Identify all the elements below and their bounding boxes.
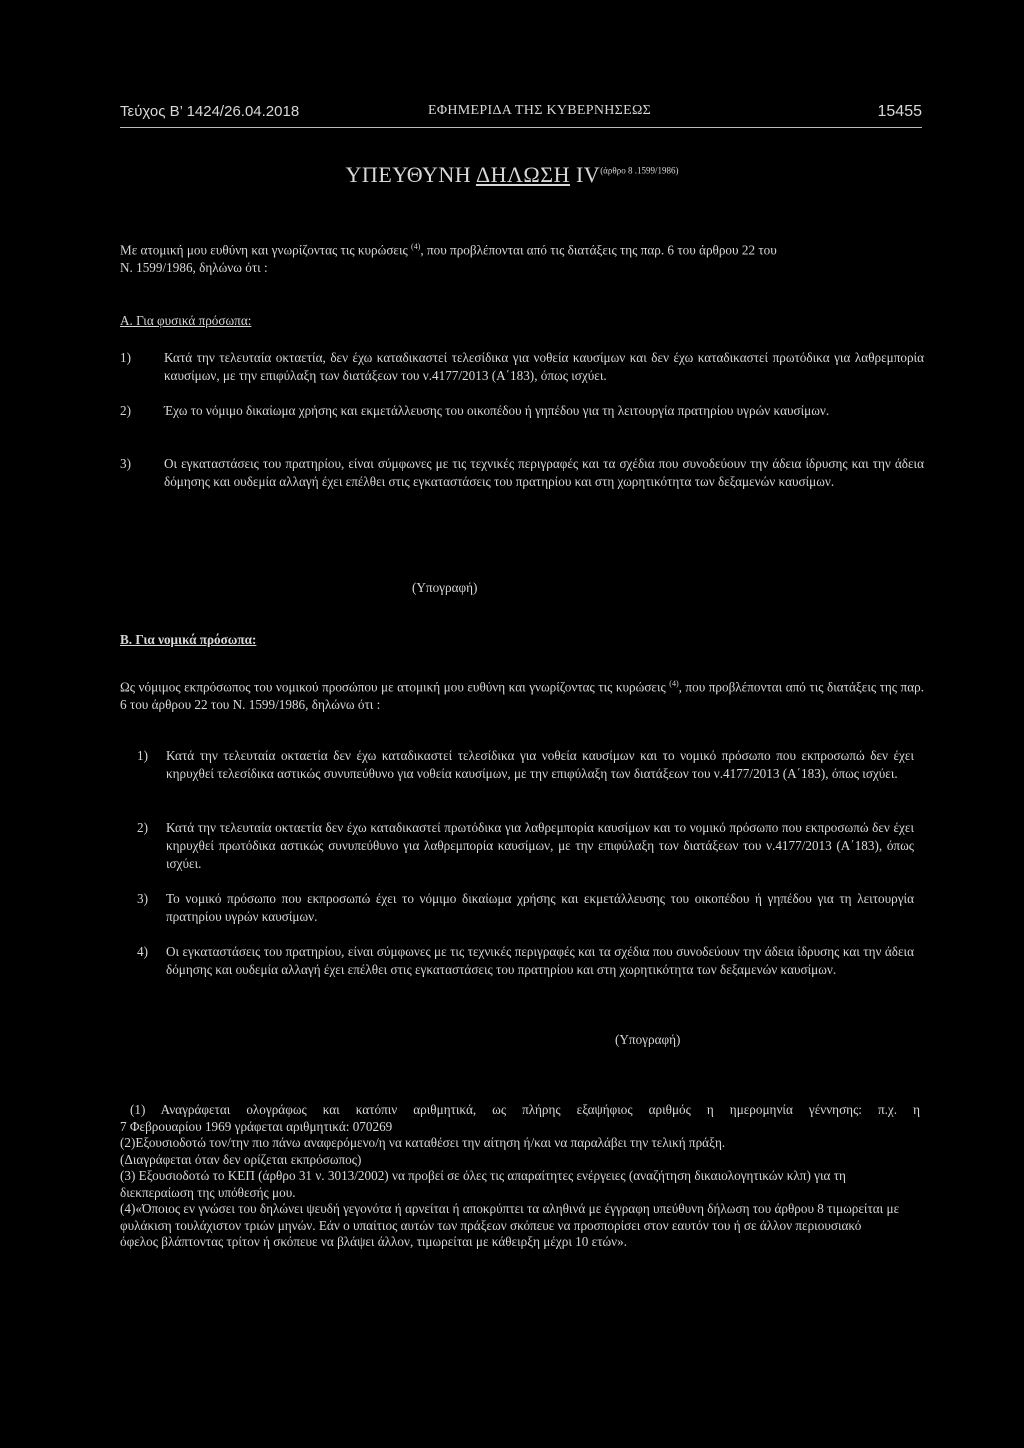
section-b-item-text: Οι εγκαταστάσεις του πρατηρίου, είναι σύμφωνες με τις τεχνικές περιγραφές και τα σχέδια που συνοδεύουν την άδεια ίδρυσης και την άδεια δόμησης και ουδεμία αλλαγή έχει επέλθει στις εγκαταστάσεις του πρατηρίου και στη χωρητικότητα των δεξαμενών καυσίμων. (166, 944, 914, 977)
title-article-ref: (άρθρο 8 .1599/1986) (600, 165, 679, 176)
footnote-1-line1: (1) Αναγράφεται ολογράφως και κατόπιν αριθμητικά, ως πλήρης εξαψήφιος αριθμός η ημερομηνία γέννησης: π.χ. η (130, 1102, 920, 1117)
page-number: 15455 (877, 103, 922, 120)
document-title: ΥΠΕΥΘΥΝΗ ΔΗΛΩΣΗ $IV^{(ά\rho\theta\rho o 8 .1599/1986)}$ (345, 162, 679, 187)
section-a-heading: Α. Για φυσικά πρόσωπα: (120, 313, 252, 328)
section-b-item-text: Κατά την τελευταία οκταετία δεν έχω καταδικαστεί τελεσίδικα για νοθεία καυσίμων και το νομικό πρόσωπο που εκπροσωπώ δεν έχει κηρυχθεί τελεσίδικα αστικώς συνυπεύθυνο για νοθεία καυσίμων, με την επιφύλαξη των διατάξεων του ν.4177/2013 (Α΄183), όπως ισχύει. (166, 748, 914, 781)
intro-paragraph: Με ατομική μου ευθύνη και γνωρίζοντας τις κυρώσεις $^{(4)}$, που προβλέπονται από τις διατάξεις της παρ. 6 του άρθρου 22 του Ν. 1599/1986, δηλώνω ότι : (120, 242, 777, 276)
section-a-item-number: 1) (120, 350, 131, 365)
footnote-4: (4)«Όποιος εν γνώσει του δηλώνει ψευδή γεγονότα ή αρνείται ή αποκρύπτει τα αληθινά με έγγραφη υπεύθυνη δήλωση του άρθρου 8 τιμωρείται με φυλάκιση τουλάχιστον τριών μηνών. Εάν ο υπαίτιος αυτών των πράξεων σκόπευε να προσπορίσει στον εαυτόν του ή σε άλλον περιουσιακό όφελος βλάπτοντας τρίτον ή σκόπευε να βλάψει άλλον, τιμωρείται με κάθειρξη μέχρι 10 ετών». (120, 1201, 900, 1249)
section-b-item-number: 4) (137, 944, 148, 959)
section-a-item-text: Έχω το νόμιμο δικαίωμα χρήσης και εκμετάλλευσης του οικοπέδου ή γηπέδου για τη λειτουργία πρατηρίου υγρών καυσίμων. (164, 403, 830, 418)
section-b-item-text: Το νομικό πρόσωπο που εκπροσωπώ έχει το νόμιμο δικαίωμα χρήσης και εκμετάλλευσης του οικοπέδου ή γηπέδου για τη λειτουργία πρατηρίου υγρών καυσίμων. (166, 891, 914, 924)
footnote-1-line2: 7 Φεβρουαρίου 1969 γράφεται αριθμητικά: 070269 (120, 1118, 393, 1134)
page-header (120, 103, 922, 128)
section-a-item-number: 2) (120, 403, 131, 418)
section-a-item-text: Οι εγκαταστάσεις του πρατηρίου, είναι σύμφωνες με τις τεχνικές περιγραφές και τα σχέδια που συνοδεύουν την άδεια ίδρυσης και την άδεια δόμησης και ουδεμία αλλαγή έχει επέλθει στις εγκαταστάσεις του πρατηρίου και στη χωρητικότητα των δεξαμενών καυσίμων. (164, 456, 924, 489)
section-a-item-number: 3) (120, 456, 131, 471)
section-b-intro: Ως νόμιμος εκπρόσωπος του νομικού προσώπου με ατομική μου ευθύνη και γνωρίζοντας τις κυρώσεις $^{(4)}$, που προβλέπονται από τις διατάξεις της παρ. 6 του άρθρου 22 του Ν. 1599/1986, δηλώνω ότι : (120, 679, 925, 713)
footnotes (120, 1102, 920, 1251)
section-b-item-number: 3) (137, 891, 148, 906)
footnote-3: (3) Εξουσιοδοτώ το ΚΕΠ (άρθρο 31 ν. 3013/2002) να προβεί σε όλες τις απαραίτητες ενέργειες (αναζήτηση δικαιολογητικών κλπ) για τη διεκπεραίωση της υπόθεσής μου. (120, 1168, 846, 1200)
section-b-item-number: 2) (137, 820, 148, 835)
title-underlined: ΔΗΛΩΣΗ (475, 162, 570, 187)
section-b-item-number: 1) (137, 748, 148, 763)
section-b-item-text: Κατά την τελευταία οκταετία δεν έχω καταδικαστεί πρωτόδικα για λαθρεμπορία καυσίμων και το νομικό πρόσωπο που εκπροσωπώ δεν έχει κηρυχθεί πρωτόδικα αστικώς συνυπεύθυνο για λαθρεμπορία καυσίμων, με την επιφύλαξη των διατάξεων του ν.4177/2013 (Α΄183), όπως ισχύει. (166, 820, 914, 871)
gazette-title: ΕΦΗΜΕΡΙΔΑ ΤΗΣ ΚΥΒΕΡΝΗΣΕΩΣ (428, 103, 652, 118)
section-a-item-text: Κατά την τελευταία οκταετία, δεν έχω καταδικαστεί τελεσίδικα για νοθεία καυσίμων και δεν έχω καταδικαστεί πρωτόδικα για λαθρεμπορία καυσίμων, με την επιφύλαξη των διατάξεων του ν.4177/2013 (Α΄183), όπως ισχύει. (164, 350, 924, 383)
footnote-2-line1: (2)Εξουσιοδοτώ τον/την πιο πάνω αναφερόμενο/η να καταθέσει την αίτηση ή/και να παραλάβει την τελική πράξη. (120, 1135, 726, 1150)
section-b-heading: Β. Για νομικά πρόσωπα: (120, 632, 257, 647)
footnote-2-line2: (Διαγράφεται όταν δεν ορίζεται εκπρόσωπος) (120, 1151, 362, 1167)
signature-b: (Υπογραφή) (615, 1032, 681, 1047)
signature-a: (Υπογραφή) (412, 580, 478, 595)
issue-info: Τεύχος Β’ 1424/26.04.2018 (120, 103, 300, 120)
